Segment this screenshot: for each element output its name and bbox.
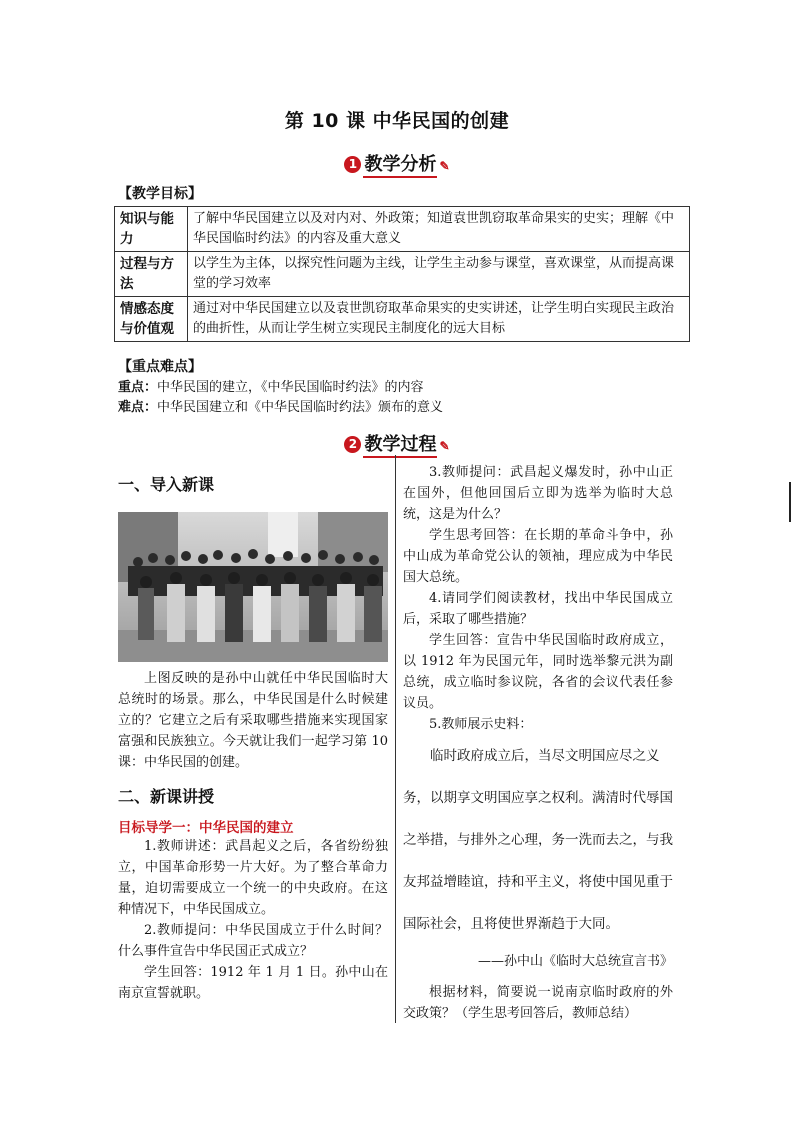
goal-head: 知识与能力: [115, 207, 188, 252]
goal-head: 过程与方法: [115, 252, 188, 297]
heading-intro: 一、导入新课: [118, 475, 215, 494]
guide-heading: 目标导学一：中华民国的建立: [118, 820, 294, 836]
right-body: [403, 462, 673, 735]
quote-block: [403, 735, 673, 945]
closing-question: 根据材料，简要说一说南京临时政府的外交政策？（学生思考回答后，教师总结）: [403, 985, 673, 1021]
table-row: [115, 297, 690, 342]
left-body: [118, 836, 388, 1004]
section-heading-label: 教学分析: [363, 154, 437, 178]
table-row: [115, 207, 690, 252]
section-heading-analysis: [0, 150, 794, 176]
section-number-badge: 2: [344, 436, 361, 453]
column-divider: [395, 455, 396, 1023]
goals-table: [114, 206, 690, 342]
section-heading-label: 教学过程: [363, 434, 437, 458]
student-answer: 学生回答：宣告中华民国临时政府成立，以 1912 年为民国元年，同时选举黎元洪为副总统，成立临时参议院，各省的会议代表任参议员。: [403, 633, 673, 711]
teacher-question: 3.教师提问：武昌起义爆发时，孙中山正在国外，但他回国后立即为选举为临时大总统，这是为什么？: [403, 465, 673, 522]
goals-label: 【教学目标】: [118, 186, 202, 202]
section-number-badge: 1: [344, 156, 361, 173]
student-answer: 学生思考回答：在长期的革命斗争中，孙中山成为革命党公认的领袖，理应成为中华民国大总统。: [403, 528, 673, 585]
heading-new-lesson: 二、新课讲授: [118, 787, 215, 806]
historical-photo: [118, 512, 388, 662]
goal-text: 以学生为主体，以探究性问题为主线，让学生主动参与课堂，喜欢课堂，从而提高课堂的学习效率: [188, 252, 690, 297]
difficult-point-label: 难点：: [118, 400, 158, 415]
photo-image: [118, 512, 388, 662]
goal-text: 了解中华民国建立以及对内对、外政策；知道袁世凯窃取革命果实的史实；理解《中华民国临时约法》的内容及重大意义: [188, 207, 690, 252]
flourish-icon: ✎: [439, 439, 450, 453]
difficult-point-text: 中华民国建立和《中华民国临时约法》颁布的意义: [157, 400, 444, 415]
key-point-line: [118, 378, 424, 398]
goal-head: 情感态度与价值观: [115, 297, 188, 342]
student-answer: 学生回答：1912 年 1 月 1 日。孙中山在南京宣誓就职。: [118, 965, 388, 1001]
lesson-title: 第 10 课 中华民国的创建: [284, 110, 510, 132]
key-point-text: 中华民国的建立，《中华民国临时约法》的内容: [157, 380, 424, 395]
historical-quote: 临时政府成立后，当尽文明国应尽之义务，以期享文明国应享之权利。满清时代辱国之举措，与排外之心理，务一洗而去之，与我友邦益增睦谊，持和平主义，将使中国见重于国际社会，且将使世界渐趋于大同。: [403, 748, 673, 932]
intro-paragraph-block: [118, 668, 388, 773]
closing-block: [403, 982, 673, 1024]
keypoints-label: 【重点难点】: [118, 359, 202, 375]
teacher-narration: 1.教师讲述：武昌起义之后，各省纷纷独立，中国革命形势一片大好。为了整合革命力量，迫切需要成立一个统一的中央政府。在这种情况下，中华民国成立。: [118, 839, 388, 917]
teacher-question: 4.请同学们阅读教材，找出中华民国成立后，采取了哪些措施？: [403, 591, 673, 627]
table-row: [115, 252, 690, 297]
teacher-sources: 5.教师展示史料：: [429, 717, 533, 732]
section-heading-process: [0, 430, 794, 456]
quote-source: ——孙中山《临时大总统宣言书》: [477, 954, 673, 969]
difficult-point-line: [118, 398, 443, 418]
edge-mark: [789, 482, 791, 522]
key-point-label: 重点：: [118, 380, 158, 395]
goal-text: 通过对中华民国建立以及袁世凯窃取革命果实的史实讲述，让学生明白实现民主政治的曲折性，从而让学生树立实现民主制度化的远大目标: [188, 297, 690, 342]
flourish-icon: ✎: [439, 159, 450, 173]
teacher-question: 2.教师提问：中华民国成立于什么时间？什么事件宣告中华民国正式成立？: [118, 923, 388, 959]
intro-paragraph: 上图反映的是孙中山就任中华民国临时大总统时的场景。那么，中华民国是什么时候建立的？它建立之后有采取哪些措施来实现国家富强和民族独立。今天就让我们一起学习第 10 课：中华民国的创建。: [118, 671, 388, 770]
